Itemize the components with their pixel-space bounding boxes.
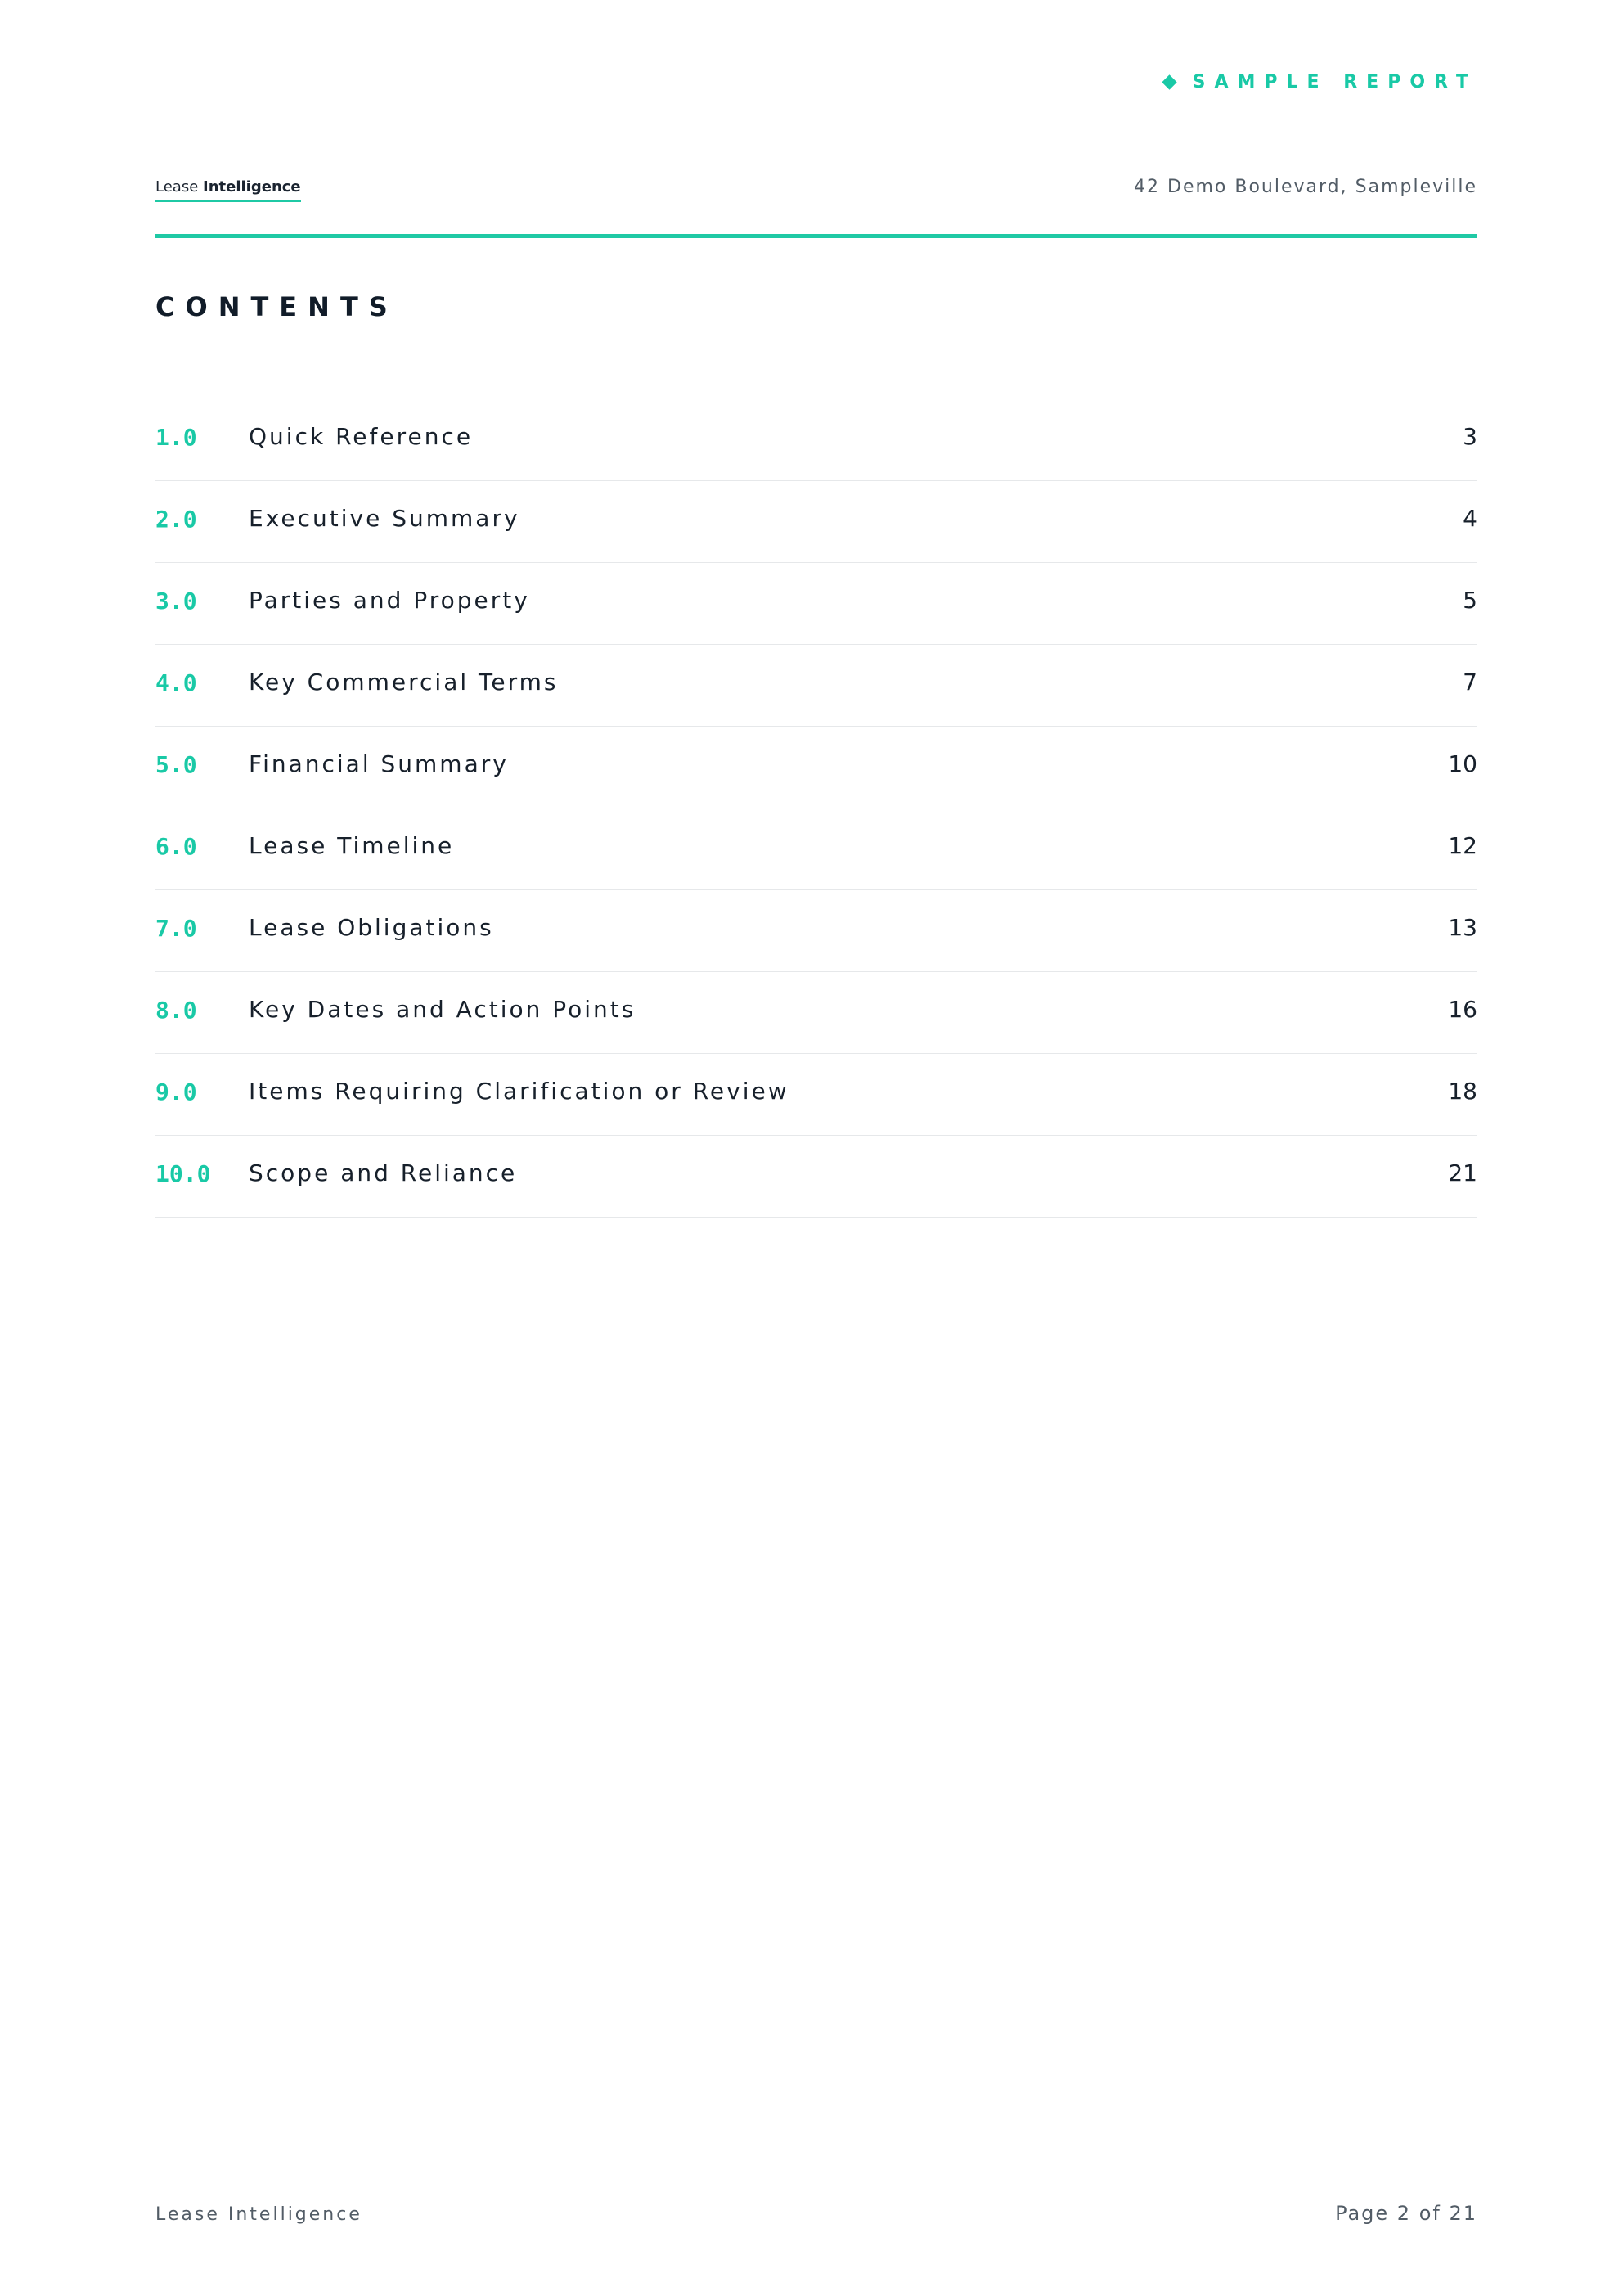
toc-row[interactable]	[155, 1054, 1477, 1136]
toc-row[interactable]	[155, 481, 1477, 563]
toc-row[interactable]	[155, 1136, 1477, 1218]
toc-row[interactable]	[155, 399, 1477, 481]
toc-page: 4	[1463, 505, 1477, 532]
toc-label[interactable]: Lease Obligations	[249, 914, 494, 941]
toc-number: 5.0	[155, 751, 197, 778]
toc-page: 3	[1463, 423, 1477, 450]
logo-main: Intelligence	[203, 178, 301, 196]
toc-number: 6.0	[155, 833, 197, 860]
toc-number: 8.0	[155, 997, 197, 1024]
toc-page: 7	[1463, 669, 1477, 696]
toc-number: 4.0	[155, 669, 197, 696]
page-header	[155, 175, 1477, 238]
toc-label[interactable]: Parties and Property	[249, 587, 530, 614]
toc-number: 2.0	[155, 506, 197, 533]
toc-row[interactable]	[155, 645, 1477, 727]
toc-row[interactable]	[155, 727, 1477, 808]
badge-label: SAMPLE REPORT	[1192, 72, 1477, 92]
toc-label[interactable]: Key Commercial Terms	[249, 669, 559, 696]
toc-number: 3.0	[155, 588, 197, 615]
toc-label[interactable]: Financial Summary	[249, 750, 509, 777]
toc-label[interactable]: Key Dates and Action Points	[249, 996, 636, 1023]
toc-row[interactable]	[155, 563, 1477, 645]
toc-label[interactable]: Executive Summary	[249, 505, 520, 532]
toc-row[interactable]	[155, 972, 1477, 1054]
footer-brand: Lease Intelligence	[155, 2204, 362, 2225]
toc-row[interactable]	[155, 890, 1477, 972]
logo	[155, 178, 301, 202]
toc-label[interactable]: Quick Reference	[249, 423, 474, 450]
toc-label[interactable]: Scope and Reliance	[249, 1159, 518, 1186]
toc-label[interactable]: Items Requiring Clarification or Review	[249, 1078, 789, 1105]
toc-page: 18	[1448, 1078, 1477, 1105]
sample-report-badge	[1164, 72, 1477, 92]
logo-prefix: Lease	[155, 178, 199, 196]
toc-page: 13	[1448, 914, 1477, 941]
toc-number: 7.0	[155, 915, 197, 942]
toc-number: 9.0	[155, 1078, 197, 1105]
diamond-icon	[1162, 74, 1176, 89]
toc-page: 10	[1448, 750, 1477, 777]
page-number: Page 2 of 21	[1335, 2202, 1477, 2225]
toc-row[interactable]	[155, 808, 1477, 890]
toc-label[interactable]: Lease Timeline	[249, 832, 455, 859]
table-of-contents	[155, 399, 1477, 1218]
property-address: 42 Demo Boulevard, Sampleville	[1134, 177, 1477, 197]
toc-number: 1.0	[155, 424, 197, 451]
toc-page: 5	[1463, 587, 1477, 614]
toc-number: 10.0	[155, 1160, 211, 1187]
contents-title: CONTENTS	[155, 291, 398, 322]
toc-page: 12	[1448, 832, 1477, 859]
toc-page: 21	[1448, 1159, 1477, 1186]
toc-page: 16	[1448, 996, 1477, 1023]
